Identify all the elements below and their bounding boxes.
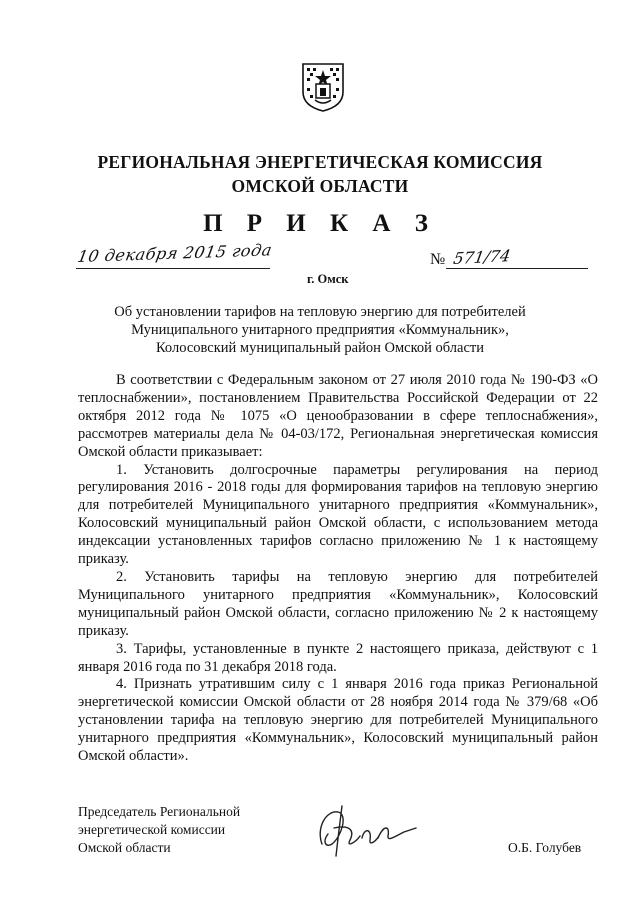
- coat-of-arms-emblem: [301, 62, 345, 112]
- number-underline: [446, 268, 588, 269]
- subject-line2: Муниципального унитарного предприятия «Коммунальник»,: [131, 322, 509, 338]
- signatory-position-line1: Председатель Региональной: [78, 804, 241, 819]
- number-sign: №: [430, 251, 446, 268]
- organization-name-line1: РЕГИОНАЛЬНАЯ ЭНЕРГЕТИЧЕСКАЯ КОМИССИЯ: [97, 152, 543, 172]
- document-type-title: П Р И К А З: [203, 210, 437, 237]
- document-number-handwritten: 571/74: [452, 246, 512, 268]
- document-body: [78, 372, 598, 766]
- order-item-1: 1. Установить долгосрочные параметры регулирования на период регулирования 2016 - 2018 годы для формирования тарифов на тепловую энергию для потребителей Муниципального унитарного предприятия «Коммунальник», Колосовский муниципальный район Омской области, с использованием метода индексации установленных тарифов согласно приложению № 1 к настоящему приказу.: [78, 461, 598, 568]
- organization-name-line2: ОМСКОЙ ОБЛАСТИ: [231, 176, 409, 196]
- order-item-3: 3. Тарифы, установленные в пункте 2 настоящего приказа, действуют с 1 января 2016 года по 31 декабря 2018 года.: [78, 640, 598, 675]
- date-underline: [76, 268, 270, 269]
- signatory-position: [78, 803, 240, 857]
- preamble-paragraph: В соответствии с Федеральным законом от 27 июля 2010 года № 190-ФЗ «О теплоснабжении», постановлением Правительства Российской Федерации от 22 октября 2012 года № 1075 «О ценообразовании в сфере теплоснабжения», рассмотрев материалы дела № 04-03/172, Региональная энергетическая комиссия Омской области приказывает:: [78, 372, 598, 460]
- order-item-4: 4. Признать утратившим силу с 1 января 2016 года приказ Региональной энергетической комиссии Омской области от 28 ноября 2014 года № 379/68 «Об установлении тарифа на тепловую энергию для потребителей Муниципального унитарного предприятия «Коммунальник», Колосовский муниципальный район Омской области».: [78, 676, 598, 765]
- signatory-position-line2: энергетической комиссии: [78, 822, 226, 837]
- document-place: г. Омск: [307, 272, 349, 286]
- document-date-handwritten: 10 декабря 2015 года: [76, 240, 274, 266]
- organization-name: [0, 150, 640, 198]
- order-item-2: 2. Установить тарифы на тепловую энергию для потребителей Муниципального унитарного предприятия «Коммунальник», Колосовский муниципальный район Омской области, согласно приложению № 2 к настоящему приказу.: [78, 568, 598, 639]
- signatory-name: О.Б. Голубев: [508, 840, 582, 855]
- subject-line3: Колосовский муниципальный район Омской области: [155, 340, 485, 356]
- document-subject: [80, 303, 560, 357]
- subject-line1: Об установлении тарифов на тепловую энергию для потребителей: [114, 304, 526, 320]
- handwritten-signature: [312, 798, 422, 864]
- signatory-position-line3: Омской области: [78, 840, 171, 855]
